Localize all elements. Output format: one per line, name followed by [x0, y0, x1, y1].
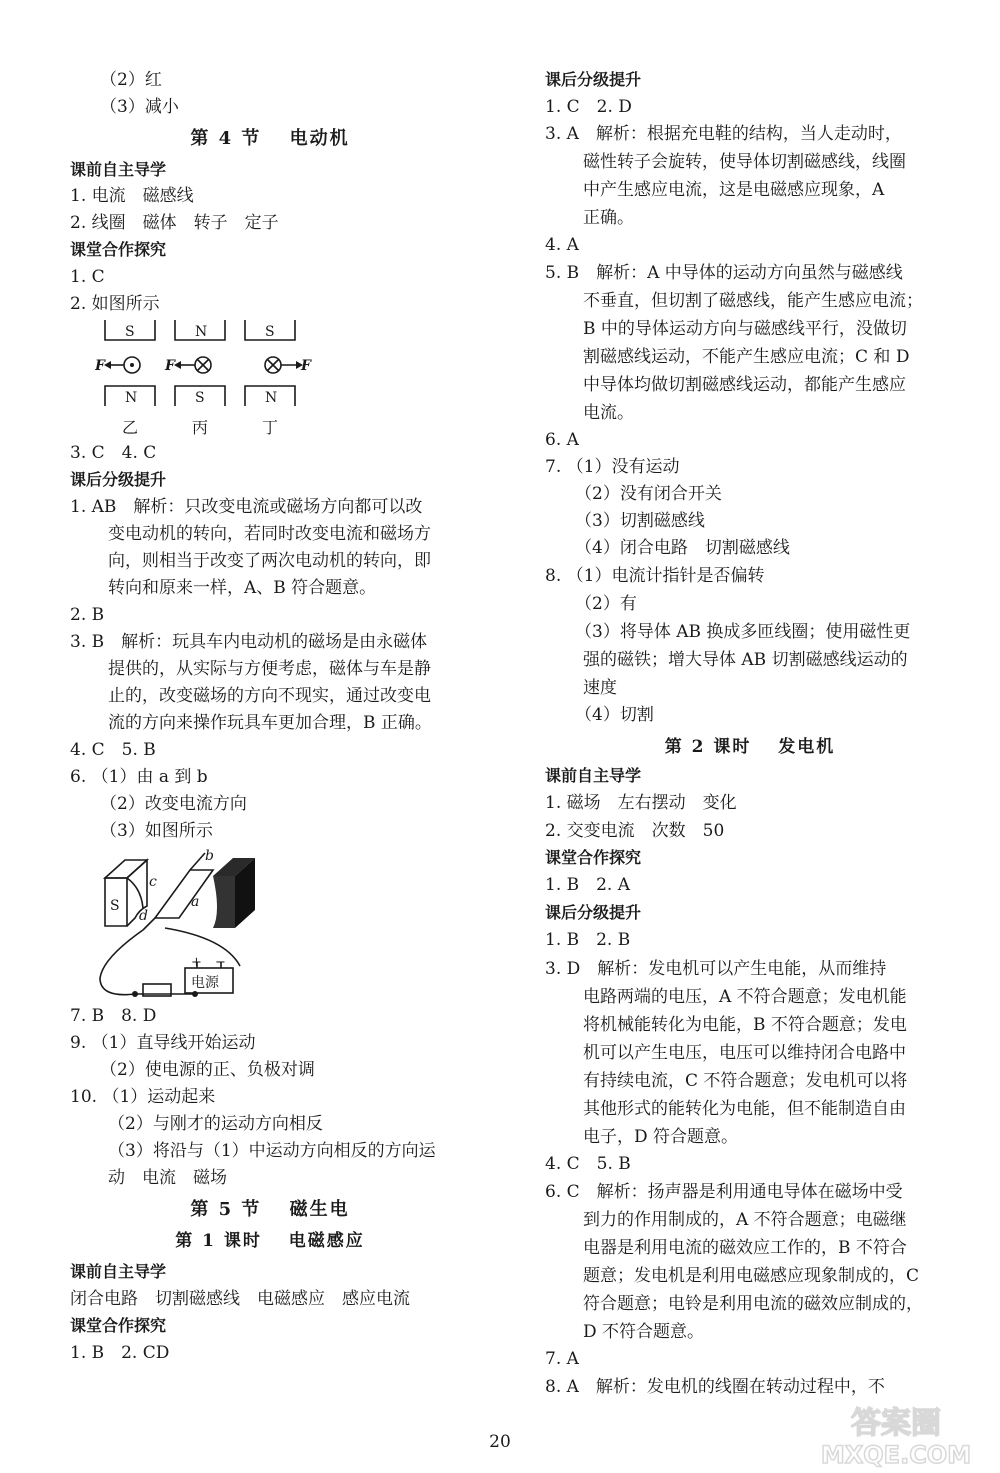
answer-line: 转向和原来一样，A、B 符合题意。: [108, 578, 377, 598]
svg-text:答案圈: 答案圈: [851, 1406, 941, 1441]
answer-line: 7. （1）没有运动: [545, 457, 680, 477]
answer-line: 流的方向来操作玩具车更加合理，B 正确。: [108, 713, 432, 733]
figure-caption: 丁: [262, 418, 279, 437]
subsection-heading: 课后分级提升: [545, 903, 642, 922]
subsection-heading: 课前自主导学: [70, 1262, 167, 1281]
answer-line: 中产生感应电流，这是电磁感应现象，A: [583, 180, 885, 200]
pole-label: S: [195, 390, 205, 406]
answer-line: 2. 如图所示: [70, 294, 160, 314]
watermark-logo: [806, 1399, 986, 1469]
pole-label: S: [125, 324, 135, 340]
section-title: 第 5 节 磁生电: [190, 1199, 350, 1220]
power-source-label: 电源: [191, 975, 219, 991]
answer-line: （2）没有闭合开关: [575, 484, 722, 504]
answer-line: （4）闭合电路 切割磁感线: [575, 538, 790, 558]
answer-line: 不垂直，但切割了磁感线，能产生感应电流；: [583, 291, 923, 311]
answer-line: 速度: [583, 678, 617, 698]
answer-line: 1. B 2. CD: [70, 1343, 170, 1363]
answer-line: D 不符合题意。: [583, 1322, 705, 1342]
answer-line: 3. C 4. C: [70, 443, 157, 463]
answer-line: 其他形式的能转化为电能，但不能制造自由: [583, 1099, 906, 1119]
answer-line: 向，则相当于改变了两次电动机的转向，即: [108, 551, 431, 571]
answer-line: （3）将沿与（1）中运动方向相反的方向运: [108, 1141, 436, 1161]
answer-line: 1. 电流 磁感线: [70, 186, 194, 206]
answer-line: （3）减小: [100, 97, 179, 117]
answer-line: 变电动机的转向，若同时改变电流和磁场方: [108, 524, 431, 544]
answer-line: 1. C: [70, 267, 105, 287]
lesson-title: 第 1 课时 电磁感应: [175, 1231, 365, 1251]
answer-line: 电流。: [583, 403, 634, 423]
terminal-label: +: [191, 955, 202, 970]
terminal-label: −: [215, 955, 226, 970]
answer-line: 1. AB 解析：只改变电流或磁场方向都可以改: [70, 497, 423, 517]
answer-line: 7. B 8. D: [70, 1006, 157, 1026]
section-title: 第 4 节 电动机: [190, 128, 350, 149]
answer-line: 正确。: [583, 208, 634, 228]
answer-line: 题意；发电机是利用电磁感应现象制成的，C: [583, 1266, 920, 1286]
pole-label: N: [265, 390, 278, 406]
answer-line: 3. B 解析：玩具车内电动机的磁场是由永磁体: [70, 632, 428, 652]
figure-caption: 乙: [122, 418, 139, 437]
force-direction-figure: [95, 318, 345, 438]
pole-label: N: [125, 390, 138, 406]
answer-line: 机可以产生电压，电压可以维持闭合电路中: [583, 1043, 906, 1063]
subsection-heading: 课后分级提升: [545, 70, 642, 89]
answer-line: 电路两端的电压，A 不符合题意；发电机能: [583, 987, 907, 1007]
answer-line: 5. B 解析：A 中导体的运动方向虽然与磁感线: [545, 263, 903, 283]
lesson-title: 第 2 课时 发电机: [664, 737, 836, 757]
answer-line: 4. C 5. B: [70, 740, 156, 760]
pole-label: S: [110, 898, 120, 914]
answer-line: 8. A 解析：发电机的线圈在转动过程中，不: [545, 1377, 885, 1397]
pole-label: S: [265, 324, 275, 340]
answer-line: （3）如图所示: [100, 821, 213, 841]
subsection-heading: 课前自主导学: [70, 160, 167, 179]
answer-line: 2. 线圈 磁体 转子 定子: [70, 213, 279, 233]
answer-line: 9. （1）直导线开始运动: [70, 1033, 256, 1053]
answer-line: 符合题意；电铃是利用电流的磁效应制成的，: [583, 1294, 923, 1314]
force-label: F: [95, 358, 105, 374]
answer-line: 1. B 2. A: [545, 875, 631, 895]
answer-line: 磁性转子会旋转，使导体切割磁感线，线圈: [583, 152, 906, 172]
answer-line: （2）改变电流方向: [100, 794, 247, 814]
point-label: c: [149, 874, 157, 890]
answer-line: 4. A: [545, 235, 579, 255]
answer-line: 3. A 解析：根据充电鞋的结构，当人走动时，: [545, 124, 902, 144]
answer-line: 2. 交变电流 次数 50: [545, 821, 725, 841]
answer-line: 8. （1）电流计指针是否偏转: [545, 566, 765, 586]
answer-line: 提供的，从实际与方便考虑，磁体与车是静: [108, 659, 431, 679]
answer-line: 1. B 2. B: [545, 930, 631, 950]
svg-text:MXQE.COM: MXQE.COM: [820, 1441, 972, 1469]
answer-line: 7. A: [545, 1349, 579, 1369]
answer-line: （2）红: [100, 70, 162, 90]
subsection-heading: 课堂合作探究: [545, 848, 642, 867]
answer-line: 10. （1）运动起来: [70, 1087, 216, 1107]
answer-line: 动 电流 磁场: [108, 1168, 227, 1188]
force-label: F: [165, 358, 175, 374]
answer-line: 闭合电路 切割磁感线 电磁感应 感应电流: [70, 1289, 410, 1309]
answer-line: 1. 磁场 左右摆动 变化: [545, 793, 737, 813]
answer-line: 4. C 5. B: [545, 1154, 631, 1174]
answer-line: （2）与刚才的运动方向相反: [108, 1114, 323, 1134]
subsection-heading: 课后分级提升: [70, 470, 167, 489]
motor-experiment-figure: [95, 848, 275, 1000]
point-label: d: [139, 908, 148, 924]
answer-line: 2. B: [70, 605, 105, 625]
answer-line: （4）切割: [575, 705, 654, 725]
answer-line: 将机械能转化为电能，B 不符合题意；发电: [583, 1015, 907, 1035]
answer-line: 6. （1）由 a 到 b: [70, 767, 208, 787]
force-label: F: [301, 358, 311, 374]
answer-line: 强的磁铁；增大导体 AB 切割磁感线运动的: [583, 650, 908, 670]
answer-line: 止的，改变磁场的方向不现实，通过改变电: [108, 686, 431, 706]
answer-line: （3）切割磁感线: [575, 511, 705, 531]
page-number: 20: [489, 1432, 511, 1452]
point-label: b: [205, 848, 214, 864]
pole-label: N: [195, 324, 208, 340]
subsection-heading: 课堂合作探究: [70, 240, 167, 259]
answer-line: 中导体均做切割磁感线运动，都能产生感应: [583, 375, 906, 395]
answer-line: 有持续电流，C 不符合题意；发电机可以将: [583, 1071, 908, 1091]
answer-line: （2）有: [575, 594, 637, 614]
answer-line: B 中的导体运动方向与磁感线平行，没做切: [583, 319, 907, 339]
answer-line: 到力的作用制成的，A 不符合题意；电磁继: [583, 1210, 907, 1230]
figure-caption: 丙: [192, 418, 209, 437]
subsection-heading: 课堂合作探究: [70, 1316, 167, 1335]
answer-line: 3. D 解析：发电机可以产生电能，从而维持: [545, 959, 887, 979]
answer-line: 6. A: [545, 430, 579, 450]
answer-line: 1. C 2. D: [545, 97, 632, 117]
answer-line: 割磁感线运动，不能产生感应电流；C 和 D: [583, 347, 910, 367]
answer-line: 电子，D 符合题意。: [583, 1127, 739, 1147]
point-label: a: [191, 894, 200, 910]
answer-line: （2）使电源的正、负极对调: [100, 1060, 315, 1080]
answer-line: （3）将导体 AB 换成多匝线圈；使用磁性更: [575, 622, 911, 642]
answer-line: 电器是利用电流的磁效应工作的，B 不符合: [583, 1238, 907, 1258]
answer-line: 6. C 解析：扬声器是利用通电导体在磁场中受: [545, 1182, 903, 1202]
subsection-heading: 课前自主导学: [545, 766, 642, 785]
